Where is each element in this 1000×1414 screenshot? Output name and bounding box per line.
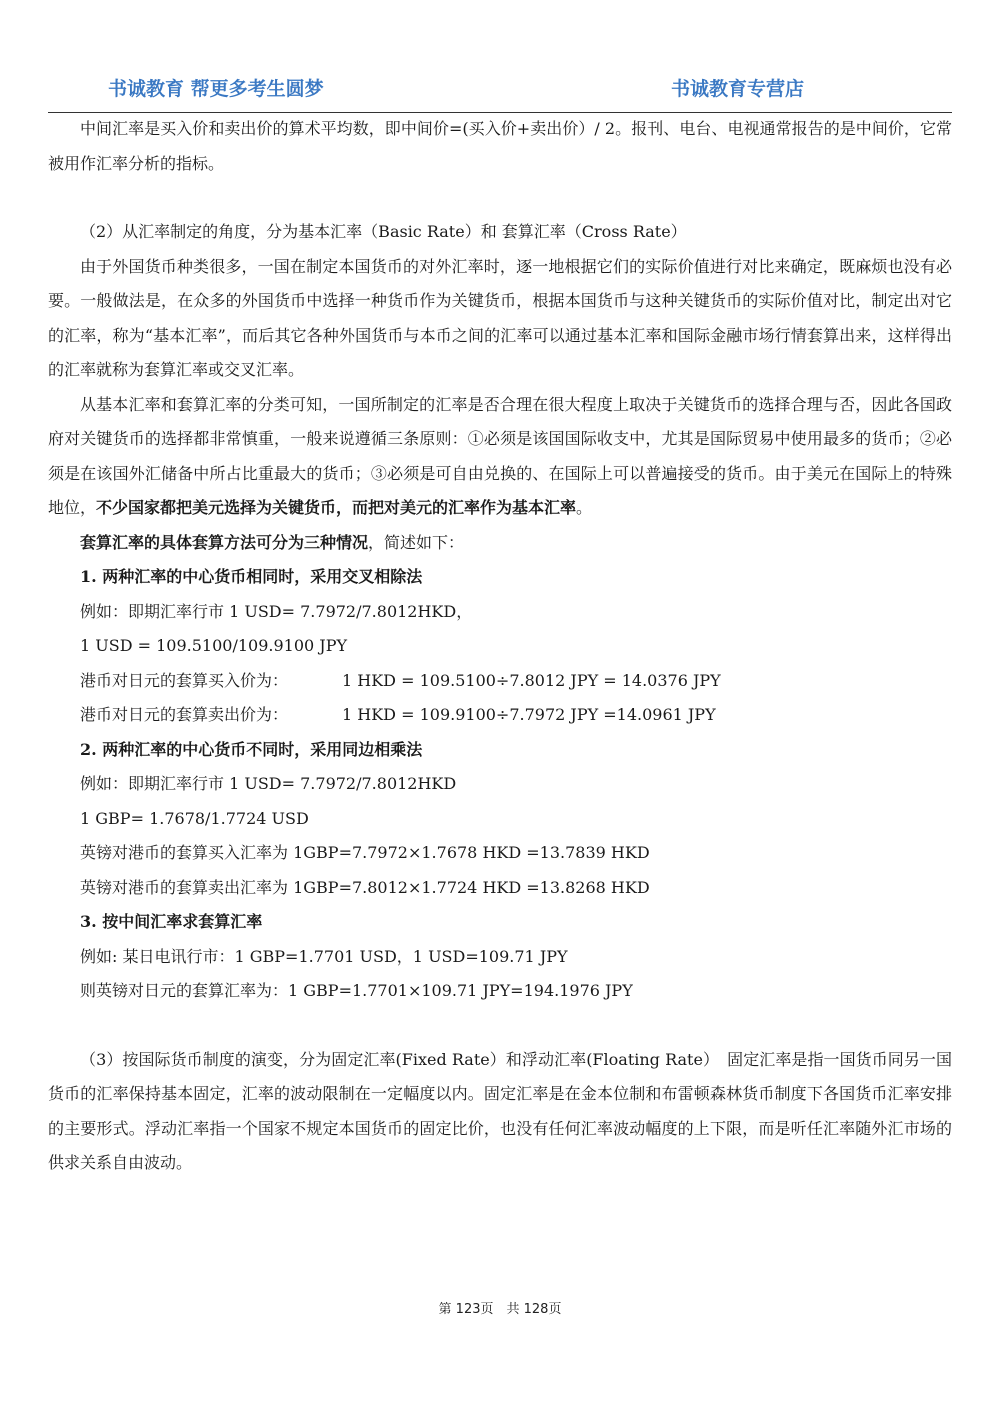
paragraph-key-currency [48,388,952,526]
spacer [48,181,952,215]
method-2-title: 2. 两种汇率的中心货币不同时，采用同边相乘法 [80,739,423,759]
header-left-title: 书诚教育 帮更多考生圆梦 [108,78,324,100]
paragraph-key-currency-text: 从基本汇率和套算汇率的分类可知，一国所制定的汇率是否合理在很大程度上取决于关键货币的选择合理与否，因此各国政府对关键货币的选择都非常慎重，一般来说遵循三条原则：①必须是该国国际收支中，尤其是国际贸易中使用最多的货币；②必须是在该国外汇储备中所占比重最大的货币；③必须是可自由兑换的、在国际上可以普遍接受的货币。由于美元在国际上的特殊地位， [48,394,952,517]
method-1-line-4-value: 1 HKD = 109.9100÷7.7972 JPY =14.0961 JPY [342,705,716,724]
spacer [48,1009,952,1043]
page-header [48,72,952,113]
method-3-title: 3. 按中间汇率求套算汇率 [80,912,263,931]
method-3-line-2: 则英镑对日元的套算汇率为：1 GBP=1.7701×109.71 JPY=194.1976 JPY [80,981,633,1000]
method-1-line-4-label: 港币对日元的套算卖出价为： [80,705,289,724]
method-1-line-3-label: 港币对日元的套算买入价为： [80,670,289,690]
paragraph-key-currency-bold: 不少国家都把美元选择为关键货币，而把对美元的汇率作为基本汇率 [96,498,577,517]
header-right-title: 书诚教育专营店 [670,78,804,100]
document-body [48,112,952,1181]
method-2-line-2: 1 GBP= 1.7678/1.7724 USD [80,808,309,828]
method-1-line-3-value: 1 HKD = 109.5100÷7.8012 JPY = 14.0376 JPY [342,670,721,690]
method-1-line-3 [48,664,952,699]
methods-intro-bold: 套算汇率的具体套算方法可分为三种情况 [80,532,369,552]
method-2-line-4: 英镑对港币的套算卖出汇率为 1GBP=7.8012×1.7724 HKD =13.8268 HKD [80,877,650,897]
methods-intro-rest: ，简述如下： [368,532,465,552]
paragraph-key-currency-end: 。 [576,498,593,517]
paragraph-basic-rate: 由于外国货币种类很多，一国在制定本国货币的对外汇率时，逐一地根据它们的实际价值进行对比来确定，既麻烦也没有必要。一般做法是，在众多的外国货币中选择一种货币作为关键货币，根据本国货币与这种关键货币的实际价值对比，制定出对它的汇率，称为“基本汇率”，而后其它各种外国货币与本币之间的汇率可以通过基本汇率和国际金融市场行情套算出来，这样得出的汇率就称为套算汇率或交叉汇率。 [48,256,952,379]
method-1-title: 1. 两种汇率的中心货币相同时，采用交叉相除法 [80,567,423,586]
methods-intro [48,526,952,561]
page-number: 第 123页 共 128页 [438,1302,562,1317]
method-2-line-1: 例如：即期汇率行市 1 USD= 7.7972/7.8012HKD [80,774,457,793]
method-2-line-3: 英镑对港币的套算买入汇率为 1GBP=7.7972×1.7678 HKD =13.7839 HKD [80,843,650,862]
paragraph-fixed-floating: （3）按国际货币制度的演变，分为固定汇率(Fixed Rate）和浮动汇率(Floating Rate） 固定汇率是指一国货币同另一国货币的汇率保持基本固定，汇率的波动限制在一定幅度以内。固定汇率是在金本位制和布雷顿森林货币制度下各国货币汇率安排的主要形式。浮动汇率指一个国家不规定本国货币的固定比价，也没有任何汇率波动幅度的上下限，而是听任汇率随外汇市场的供求关系自由波动。 [48,1049,952,1172]
method-3-line-1: 例如: 某日电讯行市：1 GBP=1.7701 USD，1 USD=109.71 JPY [80,946,568,966]
method-1-line-4 [48,698,952,733]
paragraph-middle-rate: 中间汇率是买入价和卖出价的算术平均数，即中间价=(买入价+卖出价）/ 2。报刊、电台、电视通常报告的是中间价，它常被用作汇率分析的指标。 [48,119,952,173]
section-2-title: （2）从汇率制定的角度，分为基本汇率（Basic Rate）和 套算汇率（Cross Rate） [80,222,687,241]
method-1-line-2: 1 USD = 109.5100/109.9100 JPY [80,636,348,655]
method-1-line-1: 例如：即期汇率行市 1 USD= 7.7972/7.8012HKD， [80,601,473,621]
